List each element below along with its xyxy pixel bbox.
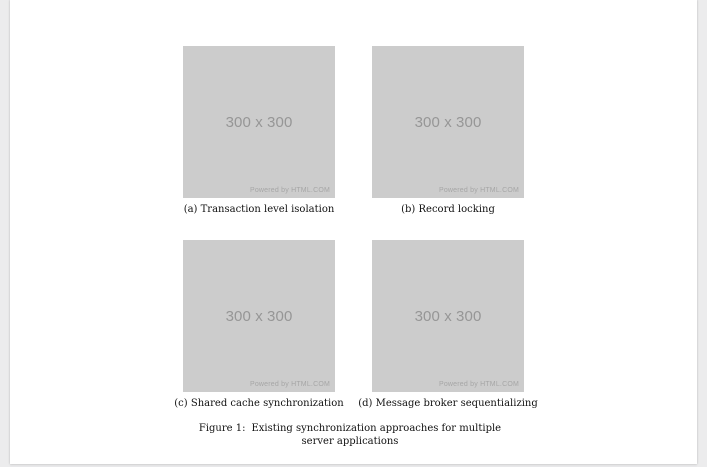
placeholder-credit: Powered by HTML.COM (249, 381, 330, 388)
subfigure-b (372, 46, 524, 215)
placeholder-image-a (183, 46, 335, 198)
figure-caption-line-1 (160, 422, 540, 435)
document-page (10, 0, 697, 464)
subfigure-caption-d: (d) Message broker sequentializing (358, 398, 538, 409)
placeholder-size-label: 300 x 300 (225, 114, 293, 131)
placeholder-size-label: 300 x 300 (414, 308, 482, 325)
placeholder-size-label: 300 x 300 (225, 308, 293, 325)
subfigure-a (183, 46, 335, 215)
subfigure-caption-a: (a) Transaction level isolation (183, 204, 335, 215)
figure-caption (160, 422, 540, 448)
figure-caption-line-2: server applications (301, 436, 399, 447)
viewer-margin-left (0, 0, 10, 467)
placeholder-image-d (372, 240, 524, 392)
placeholder-credit: Powered by HTML.COM (438, 187, 519, 194)
placeholder-credit: Powered by HTML.COM (249, 187, 330, 194)
figure-label: Figure 1: (198, 423, 246, 434)
figure-caption-text-1: Existing synchronization approaches for multiple (251, 423, 502, 434)
placeholder-size-label: 300 x 300 (414, 114, 482, 131)
placeholder-credit: Powered by HTML.COM (438, 381, 519, 388)
viewer-margin-right (697, 0, 707, 467)
placeholder-image-c (183, 240, 335, 392)
subfigure-caption-b: (b) Record locking (401, 204, 495, 215)
placeholder-image-b (372, 46, 524, 198)
subfigure-caption-c: (c) Shared cache synchronization (174, 398, 344, 409)
subfigure-d (358, 240, 538, 409)
subfigure-c (174, 240, 344, 409)
